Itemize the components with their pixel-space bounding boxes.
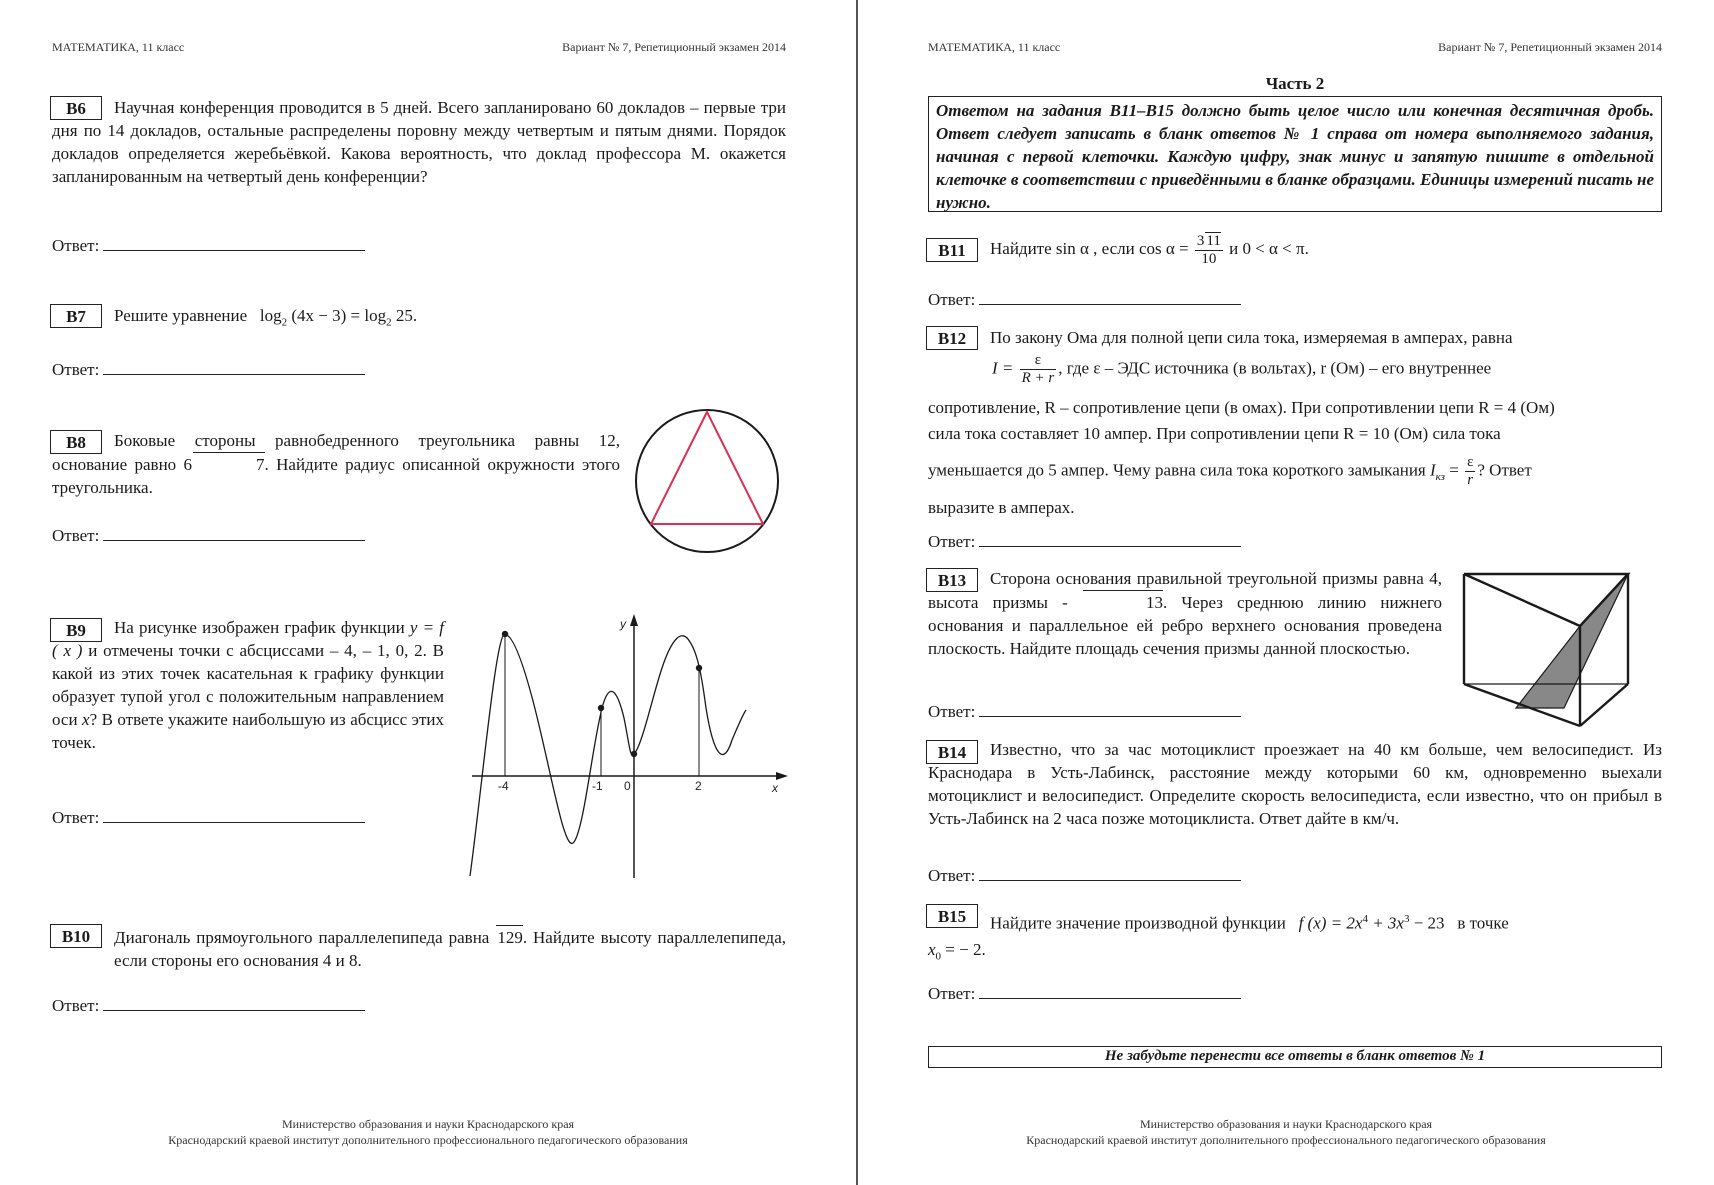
task-b12-line5 <box>928 454 1662 489</box>
y-axis-arrow <box>630 614 638 626</box>
task-b6-label: В6 <box>50 96 102 120</box>
log-1: log <box>259 306 282 325</box>
answer-label: Ответ: <box>52 808 100 827</box>
task-b12-answer[interactable] <box>928 532 1241 552</box>
ikz-sub: кз <box>1435 470 1445 483</box>
task-b9-text-a: На рисунке изображен график функции <box>114 618 405 637</box>
task-b7-answer[interactable] <box>52 360 365 380</box>
task-b12-line2 <box>992 352 1662 387</box>
tick-label-minus1: -1 <box>592 779 603 793</box>
header-variant: Вариант № 7, Репетиционный экзамен 2014 <box>562 40 786 54</box>
task-b12-line1: По закону Ома для полной цепи сила тока, измеряемая в амперах, равна <box>990 328 1513 347</box>
ohm-line5b: ? Ответ <box>1477 460 1532 480</box>
answer-label: Ответ: <box>52 996 100 1015</box>
isosceles-triangle <box>651 412 763 524</box>
task-b8-text <box>52 429 620 499</box>
sqrt-129: 129 <box>496 925 523 949</box>
task-b7-text <box>114 304 794 334</box>
x-axis-label: x <box>772 781 778 795</box>
task-b13-label: В13 <box>926 568 978 592</box>
task-b11-label: В11 <box>926 238 978 262</box>
answer-line[interactable] <box>103 236 365 251</box>
ikz-symbol: I <box>1430 460 1436 480</box>
task-b10-text-a: Диагональ прямоугольного параллелепипеда равна <box>114 928 490 947</box>
y-axis-label: y <box>620 617 626 631</box>
footer <box>858 1116 1714 1148</box>
task-b9-func: y = f ( x ) <box>52 618 444 660</box>
header-subject: МАТЕМАТИКА, 11 класс <box>52 40 185 54</box>
task-b10-text-b: . Найдите высоту параллелепипеда, если стороны его основания 4 и 8. <box>114 928 786 970</box>
task-b15-text-a: Найдите значение производной функции <box>990 913 1286 933</box>
ohm-I-eq: I = <box>992 358 1014 378</box>
point-0 <box>631 751 637 757</box>
circumscribed-circle <box>636 410 778 552</box>
task-b8-answer[interactable] <box>52 526 365 546</box>
task-b6-text: Научная конференция проводится в 5 дней. Всего запланировано 60 докладов – первые три дня по 14 докладов, остальные распределены поровну между четвертым и пятым днями. Порядок докладов определяется жеребьёвкой. Какова вероятность, что доклад профессора М. окажется запланированным на четвертый день конференции? <box>52 98 786 186</box>
task-b13-answer[interactable] <box>928 702 1241 722</box>
task-b12-line4: сила тока составляет 10 ампер. При сопротивлении цепи R = 10 (Ом) сила тока <box>928 424 1501 443</box>
answer-line[interactable] <box>103 996 365 1011</box>
answer-label: Ответ: <box>52 526 100 545</box>
func-mid: + 3x <box>1367 913 1404 933</box>
task-b7-label: В7 <box>50 304 102 328</box>
log-arg-2: 25. <box>395 306 418 325</box>
point-minus1 <box>598 705 604 711</box>
log-2: log <box>364 306 387 325</box>
x0-var: x <box>928 940 936 959</box>
frac-num-coef: 3 <box>1196 233 1205 249</box>
task-b10-label: В10 <box>50 924 102 948</box>
footer-ministry: Министерство образования и науки Краснодарского края <box>1139 1117 1433 1131</box>
task-b9-text <box>52 616 444 754</box>
task-b9-label: В9 <box>50 618 102 642</box>
task-b15-text-b: в точке <box>1457 913 1509 933</box>
x0-val: = − 2. <box>941 940 986 959</box>
answer-label: Ответ: <box>928 532 976 551</box>
ikz-fraction <box>1465 454 1475 489</box>
task-b9-axis: x <box>82 710 90 729</box>
task-b8-text-a: Боковые стороны равнобедренного треугольника равны 12, основание равно 6 <box>52 431 620 474</box>
tick-label-minus4: -4 <box>498 779 509 793</box>
task-b10-answer[interactable] <box>52 996 365 1016</box>
task-b9-answer[interactable] <box>52 808 365 828</box>
footer-institute: Краснодарский краевой институт дополнительного профессионального педагогического образования <box>1026 1133 1546 1147</box>
frac-num-sqrt: 11 <box>1206 233 1221 249</box>
answer-label: Ответ: <box>928 866 976 885</box>
x0-sub: 0 <box>935 950 942 963</box>
sqrt-13: 13 <box>1083 590 1163 614</box>
task-b12-line3: сопротивление, R – сопротивление цепи (в омах). При сопротивлении цепи R = 4 (Ом) <box>928 398 1555 417</box>
ohm-frac-den: R + r <box>1021 370 1055 386</box>
frac-den: 10 <box>1201 251 1217 267</box>
footer-ministry: Министерство образования и науки Краснодарского края <box>281 1117 575 1131</box>
answer-line[interactable] <box>979 702 1241 717</box>
answer-label: Ответ: <box>928 702 976 721</box>
task-b15-answer[interactable] <box>928 984 1241 1004</box>
ohm-fraction <box>1020 352 1057 387</box>
ikz-frac-den: r <box>1467 472 1474 488</box>
func-exp2: 3 <box>1403 913 1410 925</box>
task-b9-text-b: и отмечены точки с абсциссами – 4, – 1, 0, 2. В какой из этих точек касательная к графику функции образует тупой угол с положительным направлением оси <box>52 641 444 729</box>
footer <box>0 1116 856 1148</box>
task-b13-text <box>928 567 1442 660</box>
task-b12-line6: выразите в амперах. <box>928 498 1075 517</box>
task-b11-text <box>990 232 1662 268</box>
footer-institute: Краснодарский краевой институт дополнительного профессионального педагогического образования <box>168 1133 688 1147</box>
answer-line[interactable] <box>979 866 1241 881</box>
task-b11-text-b: и 0 < α < π. <box>1229 238 1309 258</box>
left-page <box>0 0 856 1185</box>
task-b14-text: Известно, что за час мотоциклист проезжает на 40 км больше, чем велосипедист. Из Краснодара в Усть-Лабинск, расстояние между которыми 60 км, одновременно выехали мотоциклист и велосипедист. Определите скорость велосипедиста, если известно, что он прибыл в Усть-Лабинск на 2 часа позже мотоциклиста. Ответ дайте в км/ч. <box>928 740 1662 828</box>
func-tail: − 23 <box>1409 913 1445 933</box>
task-b15-line1 <box>990 908 1662 935</box>
task-b13-text-a: Сторона основания правильной треугольной призмы равна 4, высота призмы - <box>928 569 1442 612</box>
prism-bottom-right <box>1580 684 1628 726</box>
task-b15-line2 <box>928 938 1328 968</box>
part-title: Часть 2 <box>1265 74 1325 93</box>
instructions-box: Ответом на задания В11–В15 должно быть целое число или конечная десятичная дробь. Ответ следует записать в бланк ответов № 1 справа от номера выполняемого задания, начиная с первой клеточки. Каждую цифру, знак минус и запятую пишите в отдельной клеточке в соответствии с приведёнными в бланке образцами. Единицы измерений писать не нужно. <box>928 96 1662 212</box>
tick-label-0: 0 <box>624 779 631 793</box>
answer-line[interactable] <box>979 984 1241 999</box>
ohm-line5-text: уменьшается до 5 ампер. Чему равна сила тока короткого замыкания <box>928 460 1426 480</box>
task-b13-text-b: . Через среднюю линию нижнего основания и параллельное ей ребро верхнего основания проведена плоскость. Найдите площадь сечения призмы данной плоскостью. <box>928 593 1442 658</box>
task-b14-answer[interactable] <box>928 866 1241 886</box>
log-base-2: 2 <box>386 316 392 329</box>
task-b8-text-b: . Найдите радиус описанной окружности этого треугольника. <box>52 455 621 497</box>
answer-label: Ответ: <box>52 360 100 379</box>
cos-fraction <box>1195 232 1223 268</box>
task-b15-label: В15 <box>926 904 978 928</box>
answer-line[interactable] <box>103 808 365 823</box>
task-b11-answer[interactable] <box>928 290 1241 310</box>
header-variant: Вариант № 7, Репетиционный экзамен 2014 <box>1438 40 1662 54</box>
task-b6-answer[interactable] <box>52 236 365 256</box>
task-b7-intro: Решите уравнение <box>114 306 248 325</box>
task-b10-text <box>114 925 786 972</box>
right-page <box>858 0 1714 1185</box>
point-2 <box>696 665 702 671</box>
answer-label: Ответ: <box>928 290 976 309</box>
task-b11-text-a: Найдите sin α , если cos α = <box>990 238 1189 258</box>
log-base-1: 2 <box>281 316 288 329</box>
answer-line[interactable] <box>979 532 1241 547</box>
answer-label: Ответ: <box>928 984 976 1003</box>
task-b12-label: В12 <box>926 326 978 350</box>
answer-line[interactable] <box>103 360 365 375</box>
x-axis-arrow <box>776 772 788 780</box>
transfer-reminder: Не забудьте перенести все ответы в бланк ответов № 1 <box>928 1046 1662 1068</box>
ikz-eq: = <box>1449 460 1459 480</box>
func-exp1: 4 <box>1362 913 1368 925</box>
function-graph <box>462 608 792 886</box>
answer-label: Ответ: <box>52 236 100 255</box>
func-f: f (x) = 2x <box>1298 913 1363 933</box>
prism-section <box>1516 574 1628 708</box>
ikz-frac-num: ε <box>1467 454 1474 470</box>
task-b8-label: В8 <box>50 430 102 454</box>
ohm-line2-text: , где ε – ЭДС источника (в вольтах), r (Ом) – его внутреннее <box>1058 358 1492 378</box>
answer-line[interactable] <box>103 526 365 541</box>
sqrt-7: 7 <box>193 452 265 476</box>
answer-line[interactable] <box>979 290 1241 305</box>
task-b9-text-c: ? В ответе укажите наибольшую из абсцисс этих точек. <box>52 710 444 752</box>
ohm-frac-num: ε <box>1020 352 1057 370</box>
task-b14-label: В14 <box>926 740 978 764</box>
tick-label-2: 2 <box>695 779 702 793</box>
point-minus4 <box>502 631 508 637</box>
header-subject: МАТЕМАТИКА, 11 класс <box>928 40 1061 54</box>
prism-figure <box>1458 566 1634 732</box>
circle-triangle-figure <box>634 408 780 554</box>
log-arg-1: (4x − 3) = <box>291 306 365 325</box>
function-curve <box>470 634 746 876</box>
